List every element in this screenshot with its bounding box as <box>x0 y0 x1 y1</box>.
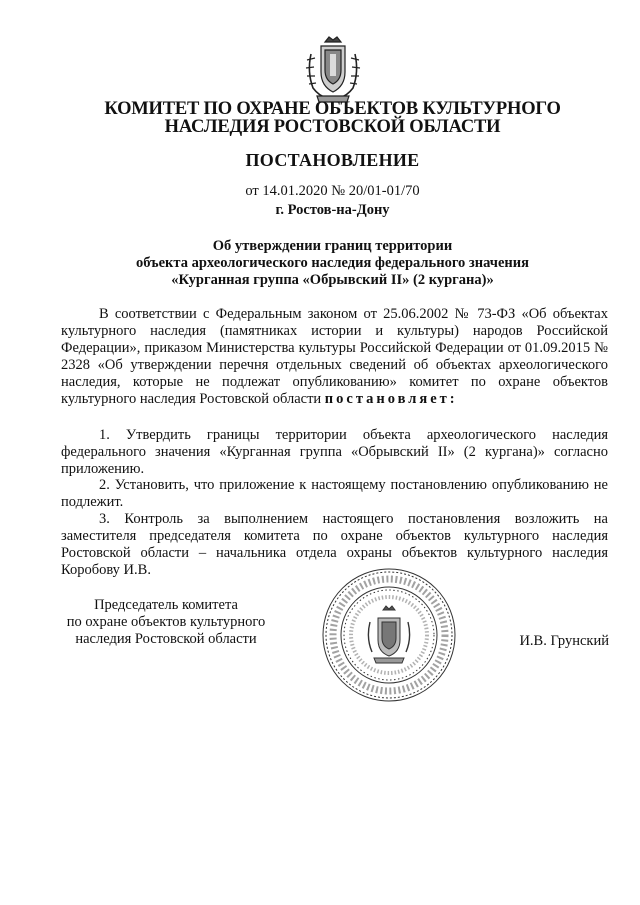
document-city: г. Ростов-на-Дону <box>275 202 390 218</box>
clause-3: 3. Контроль за выполнением настоящего постановления возложить на заместителя председателя комитета по охране объектов культурного наследия Ростовской области – начальника отдела охраны объектов культурного наследия Коробову И.В. <box>61 511 608 578</box>
signatory-title-line3: наследия Ростовской области <box>75 631 257 647</box>
organization-name <box>60 100 605 136</box>
document-subject <box>60 238 605 289</box>
subject-line1: Об утверждении границ территории <box>212 238 453 254</box>
decree-word: постановляет: <box>324 391 458 407</box>
document-date-number: от 14.01.2020 № 20/01-01/70 <box>245 183 420 199</box>
subject-line2: объекта археологического наследия федерального значения <box>136 255 529 271</box>
preamble-text: В соответствии с Федеральным законом от 25.06.2002 № 73-ФЗ «Об объектах культурного наследия (памятниках истории и культуры) народов Российской Федерации», приказом Министерства культуры Российской Федерации от 01.09.2015 № 2328 «Об утверждении перечня отдельных сведений об объектах археологического наследия, которые не подлежат опубликованию» комитет по охране объектов культурного наследия Ростовской области <box>61 306 608 407</box>
coat-of-arms-icon <box>301 34 365 106</box>
signatory-title <box>56 597 276 648</box>
organization-name-line1: КОМИТЕТ ПО ОХРАНЕ ОБЪЕКТОВ КУЛЬТУРНОГО <box>104 99 561 119</box>
signatory-name: И.В. Грунский <box>519 633 609 649</box>
organization-name-line2: НАСЛЕДИЯ РОСТОВСКОЙ ОБЛАСТИ <box>164 117 501 137</box>
clause-1: 1. Утвердить границы территории объекта археологического наследия федерального значения «Курганная группа «Обрывский II» (2 кургана)» согласно приложению. <box>61 427 608 477</box>
official-seal-icon <box>320 566 458 704</box>
document-type: ПОСТАНОВЛЕНИЕ <box>245 150 420 170</box>
clause-2: 2. Установить, что приложение к настоящему постановлению опубликованию не подлежит. <box>61 477 608 510</box>
signatory-title-line2: по охране объектов культурного <box>66 614 266 630</box>
subject-line3: «Курганная группа «Обрывский II» (2 кургана)» <box>171 272 494 288</box>
signatory-title-line1: Председатель комитета <box>94 597 238 613</box>
preamble-paragraph <box>61 306 608 408</box>
